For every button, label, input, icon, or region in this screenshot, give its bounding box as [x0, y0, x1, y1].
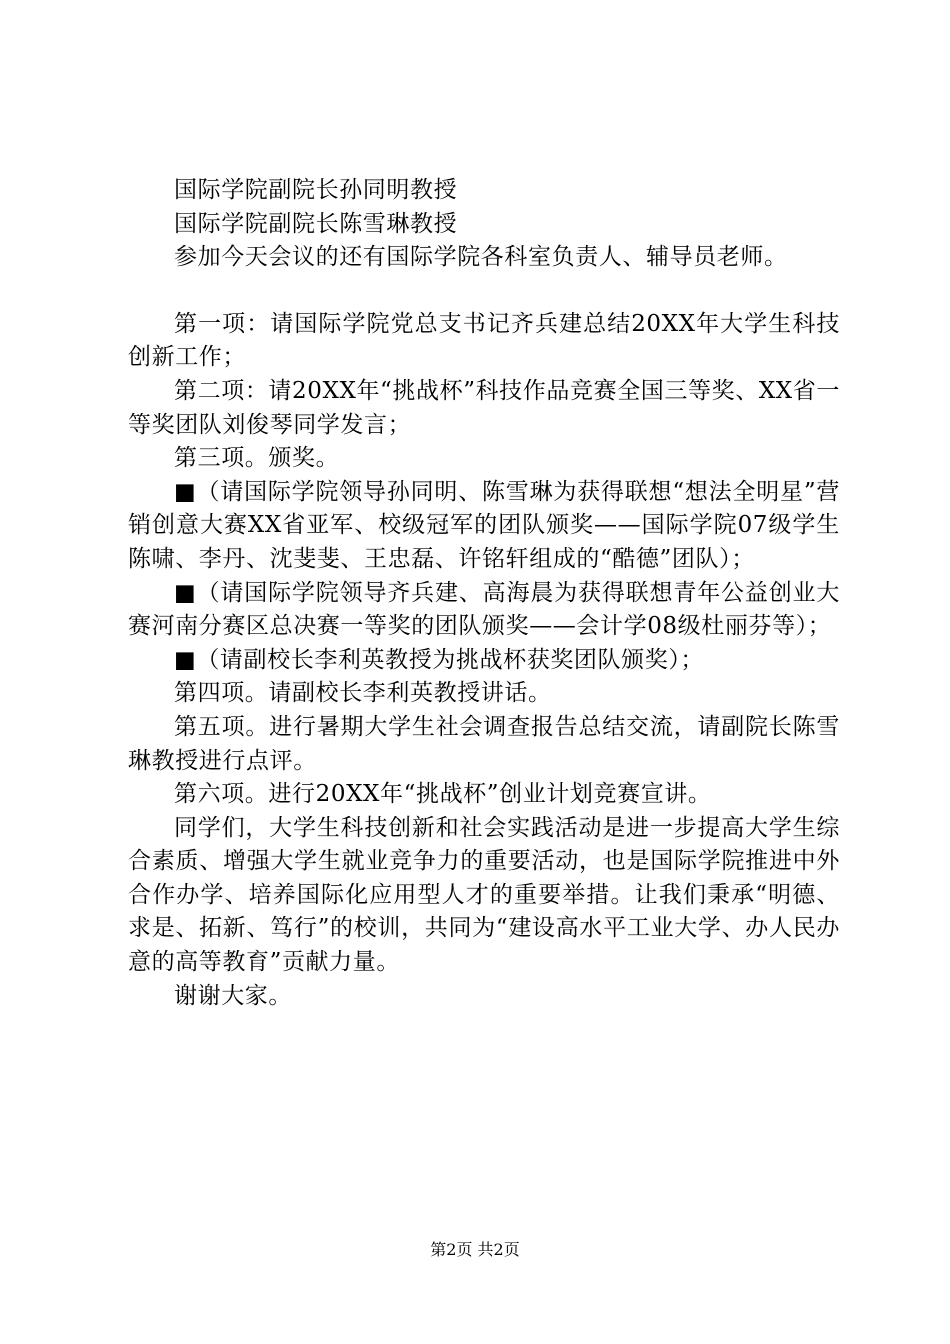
page-number-label: 第2页 共2页: [430, 1240, 520, 1259]
paragraph-item-two: 第二项：请20XX年“挑战杯”科技作品竞赛全国三等奖、XX省一等奖团队刘俊琴同学发言；: [128, 377, 840, 438]
page-footer: [0, 1240, 950, 1260]
paragraph-item-four: 第四项。请副校长李利英教授讲话。: [174, 680, 552, 707]
paragraph-item-six: 第六项。进行20XX年“挑战杯”创业计划竞赛宣讲。: [174, 781, 712, 808]
paragraph-vice-dean-sun: 国际学院副院长孙同明教授: [174, 177, 458, 203]
paragraph-award-one: ■（请国际学院领导孙同明、陈雪琳为获得联想“想法全明星”营销创意大赛XX省亚军、校级冠军的团队颁奖——国际学院07级学生陈啸、李丹、沈斐斐、王忠磊、许铭轩组成的“酷德”团队）；: [128, 478, 840, 572]
paragraph-thanks: 谢谢大家。: [174, 982, 292, 1009]
paragraph-item-three: 第三项。颁奖。: [174, 445, 340, 472]
paragraph-closing-remarks: 同学们，大学生科技创新和社会实践活动是进一步提高大学生综合素质、增强大学生就业竞争力的重要活动，也是国际学院推进中外合作办学、培养国际化应用型人才的重要举措。让我们秉承“明德、求是、拓新、笃行”的校训，共同为“建设高水平工业大学、办人民办意的高等教育”贡献力量。: [128, 814, 840, 976]
paragraph-vice-dean-chen: 国际学院副院长陈雪琳教授: [174, 210, 458, 237]
paragraph-award-three: ■（请副校长李利英教授为挑战杯获奖团队颁奖）；: [174, 646, 705, 673]
paragraph-item-one: 第一项：请国际学院党总支书记齐兵建总结20XX年大学生科技创新工作；: [128, 310, 840, 371]
paragraph-attendees: 参加今天会议的还有国际学院各科室负责人、辅导员老师。: [174, 244, 788, 271]
paragraph-award-two: ■（请国际学院领导齐兵建、高海晨为获得联想青年公益创业大赛河南分赛区总决赛一等奖的团队颁奖——会计学08级杜丽芬等）；: [128, 579, 840, 640]
document-body: [128, 174, 840, 1013]
paragraph-item-five: 第五项。进行暑期大学生社会调查报告总结交流，请副院长陈雪琳教授进行点评。: [128, 713, 840, 774]
